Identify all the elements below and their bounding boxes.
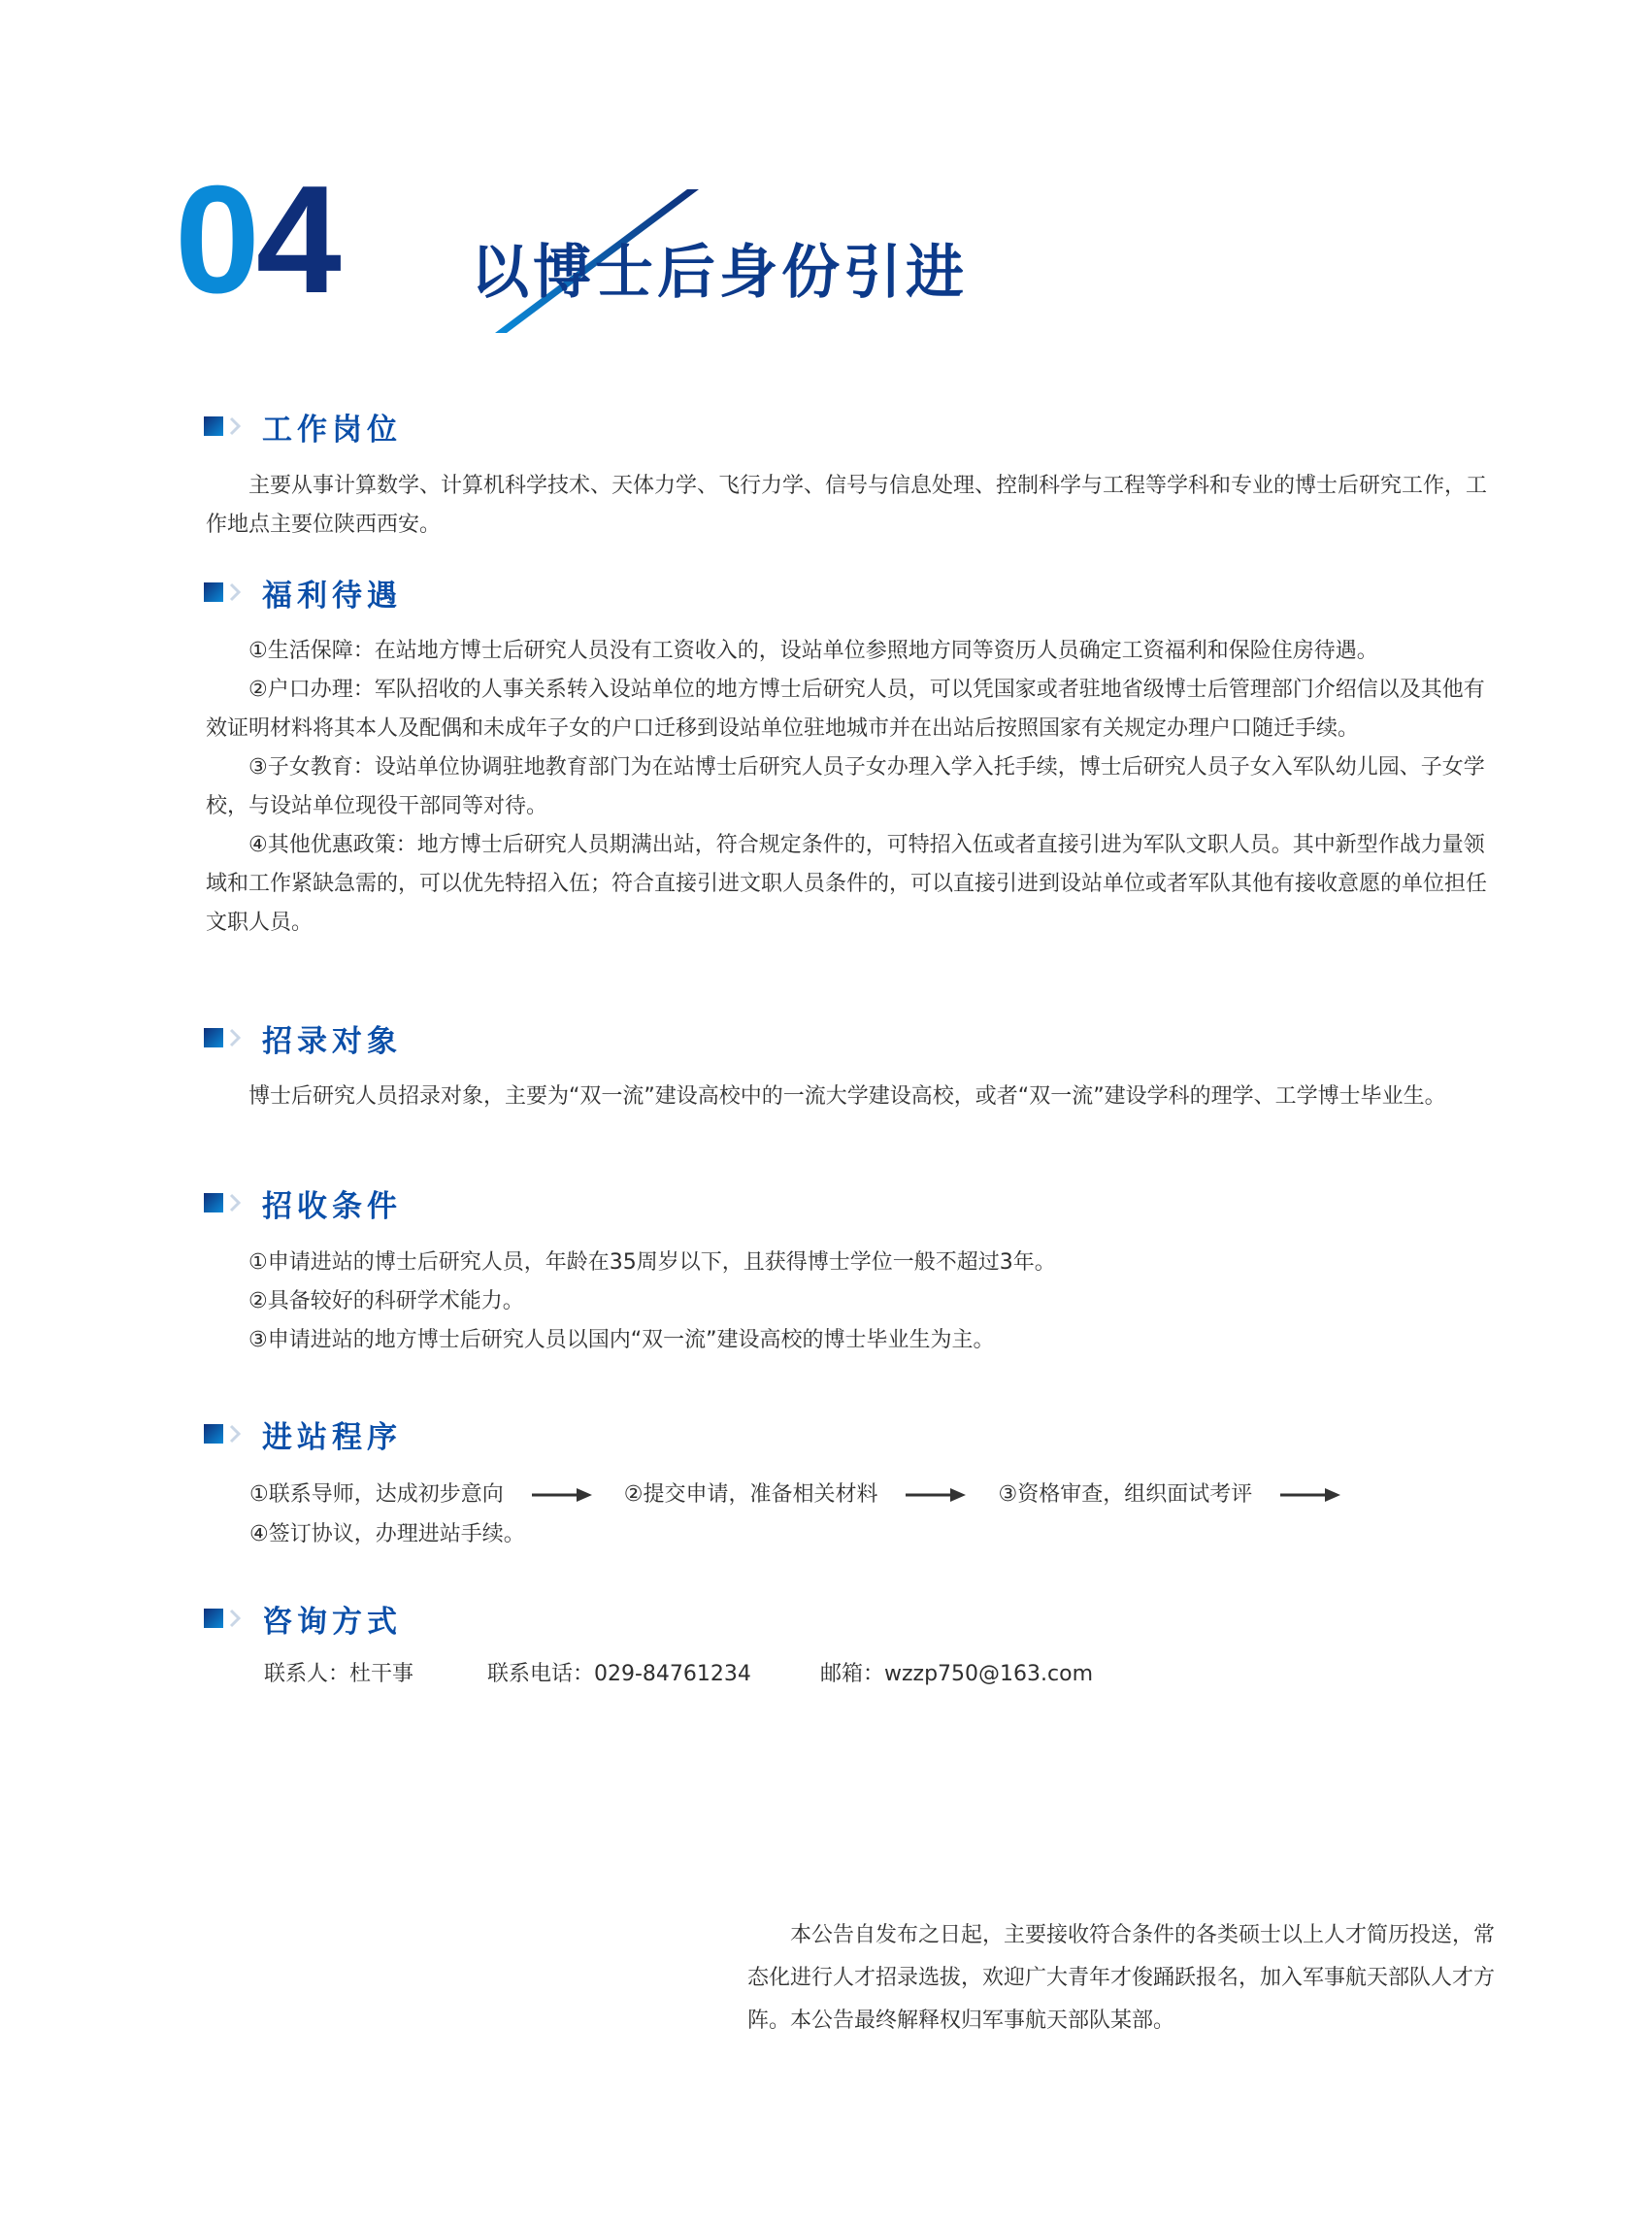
conditions-list: [206, 1244, 1497, 1360]
page-title: 以博士后身份引进: [471, 239, 968, 307]
section-title-target: 招录对象: [262, 1023, 402, 1059]
section-title-conditions: 招收条件: [262, 1188, 402, 1224]
section-title-benefits: 福利待遇: [262, 578, 402, 614]
section-heading-target: [202, 1018, 402, 1057]
benefit-item: ②户口办理：军队招收的人事关系转入设站单位的地方博士后研究人员，可以凭国家或者驻地省级博士后管理部门介绍信以及其他有效证明材料将其本人及配偶和未成年子女的户口迁移到设站单位驻地城市并在出站后按照国家有关规定办理户口随迁手续。: [206, 678, 1485, 741]
condition-item: ②具备较好的科研学术能力。: [248, 1289, 524, 1313]
arrow-right-icon: [532, 1487, 592, 1503]
procedure-step: ③资格审查，组织面试考评: [998, 1482, 1253, 1507]
section-marker-icon: [202, 1599, 250, 1638]
benefit-item: ③子女教育：设站单位协调驻地教育部门为在站博士后研究人员子女办理入学入托手续，博士后研究人员子女入军队幼儿园、子女学校，与设站单位现役干部同等对待。: [206, 755, 1485, 818]
contact-person: 联系人：杜干事: [264, 1662, 414, 1686]
condition-item: ③申请进站的地方博士后研究人员以国内“双一流”建设高校的博士毕业生为主。: [248, 1328, 995, 1352]
page-hero: [175, 154, 1048, 335]
section-heading-procedure: [202, 1414, 402, 1453]
procedure-step: ②提交申请，准备相关材料: [623, 1482, 878, 1507]
section-marker-icon: [202, 1414, 250, 1453]
target-text: 博士后研究人员招录对象，主要为“双一流”建设高校中的一流大学建设高校，或者“双一流”建设学科的理学、工学博士毕业生。: [248, 1084, 1446, 1109]
procedure-step: ①联系导师，达成初步意向: [249, 1482, 504, 1507]
benefit-item: ④其他优惠政策：地方博士后研究人员期满出站，符合规定条件的，可特招入伍或者直接引进为军队文职人员。其中新型作战力量领域和工作紧缺急需的，可以优先特招入伍；符合直接引进文职人员条件的，可以直接引进到设站单位或者军队其他有接收意愿的单位担任文职人员。: [206, 833, 1488, 935]
work-text: 主要从事计算数学、计算机科学技术、天体力学、飞行力学、信号与信息处理、控制科学与工程等学科和专业的博士后研究工作，工作地点主要位陕西西安。: [206, 474, 1488, 537]
section-number-digit-0: 0: [175, 154, 256, 325]
section-number: [175, 154, 338, 325]
section-marker-icon: [202, 573, 250, 612]
section-number-digit-4: 4: [255, 154, 338, 325]
section-title-procedure: 进站程序: [262, 1419, 402, 1455]
section-marker-icon: [202, 407, 250, 446]
section-heading-benefits: [202, 573, 402, 612]
procedure-flow: [249, 1476, 1366, 1514]
contact-phone: 联系电话：029-84761234: [487, 1662, 751, 1686]
section-title-work: 工作岗位: [262, 412, 402, 448]
section-heading-contact: [202, 1599, 402, 1638]
target-description: [206, 1078, 1497, 1116]
arrow-right-icon: [1280, 1487, 1340, 1503]
closing-notice: 本公告自发布之日起，主要接收符合条件的各类硕士以上人才简历投送，常态化进行人才招录选拔，欢迎广大青年才俊踊跃报名，加入军事航天部队人才方阵。本公告最终解释权归军事航天部队某部。: [747, 1923, 1496, 2033]
work-description: [206, 467, 1497, 545]
arrow-right-icon: [906, 1487, 966, 1503]
condition-item: ①申请进站的博士后研究人员，年龄在35周岁以下，且获得博士学位一般不超过3年。: [248, 1250, 1056, 1275]
section-marker-icon: [202, 1183, 250, 1222]
section-title-contact: 咨询方式: [262, 1604, 402, 1640]
benefit-item: ①生活保障：在站地方博士后研究人员没有工资收入的，设站单位参照地方同等资历人员确定工资福利和保险住房待遇。: [248, 639, 1378, 663]
procedure-step-final: ④签订协议，办理进站手续。: [249, 1522, 525, 1546]
benefits-list: [206, 632, 1497, 943]
section-heading-conditions: [202, 1183, 402, 1222]
section-marker-icon: [202, 1018, 250, 1057]
section-heading-work: [202, 407, 402, 446]
contact-email[interactable]: 邮箱：wzzp750@163.com: [820, 1662, 1094, 1686]
